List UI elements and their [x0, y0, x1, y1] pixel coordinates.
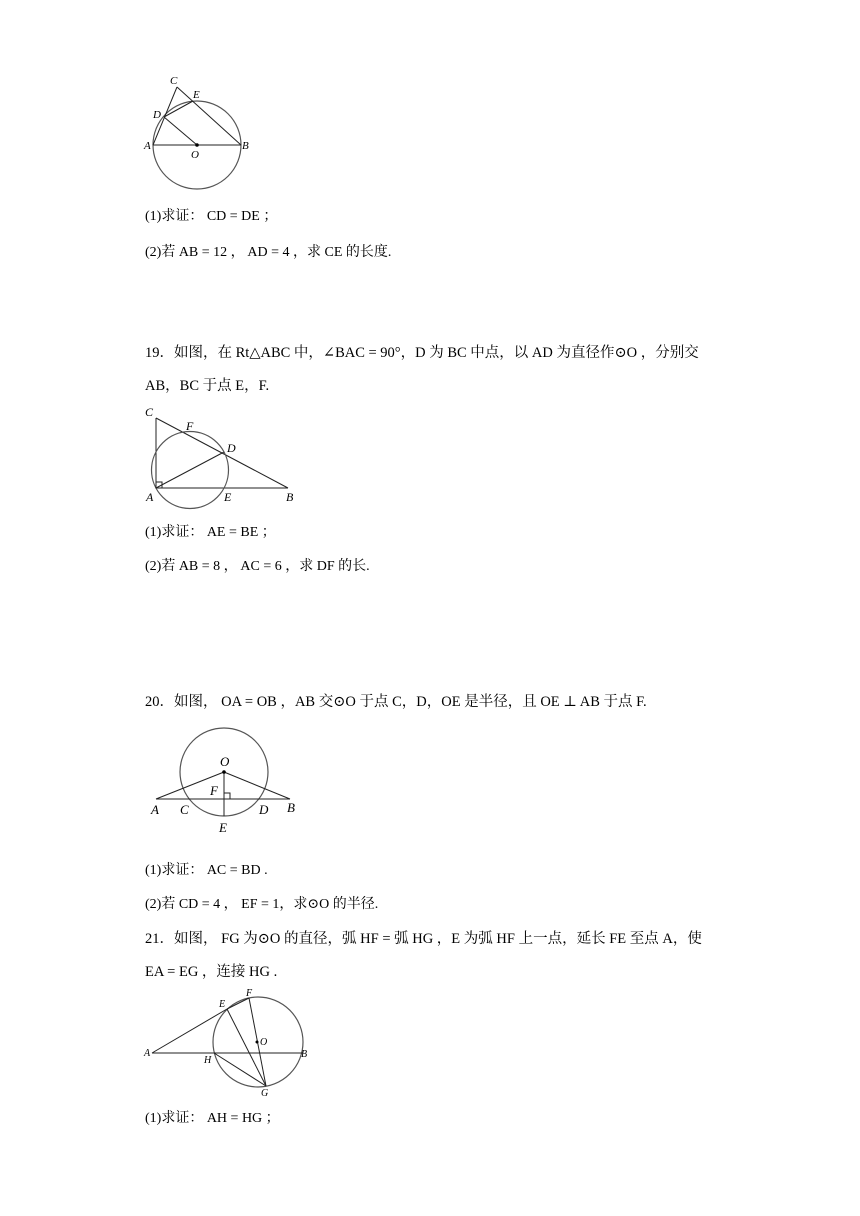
label-f: F: [246, 988, 253, 999]
right-angle-mark: [224, 793, 230, 799]
figure-20: [140, 720, 310, 840]
label-b: B: [301, 1049, 308, 1060]
figure-21: [140, 988, 320, 1099]
label-f: F: [210, 783, 218, 798]
figure-18: [140, 70, 270, 195]
center-o-dot: [195, 143, 199, 147]
center-o-dot: [222, 770, 226, 774]
p20-question-2: (2)若 CD = 4 ， EF = 1，求⊙O 的半径.: [145, 897, 379, 912]
center-o-dot: [256, 1041, 259, 1044]
p21-stem-line-1: 21．如图， FG 为⊙O 的直径，弧 HF = 弧 HG ，E 为弧 HF 上一点，延长 FE 至点 A，使: [145, 931, 702, 947]
label-b: B: [287, 800, 295, 815]
label-d: D: [153, 109, 161, 121]
label-f: F: [186, 419, 194, 433]
label-d: D: [259, 802, 269, 817]
p18-question-2: (2)若 AB = 12 ， AD = 4 ，求 CE 的长度.: [145, 245, 392, 260]
figure-19: [140, 400, 305, 505]
segment-ob: [224, 772, 290, 799]
p21-question-1: (1)求证： AH = HG ；: [145, 1111, 280, 1126]
label-g: G: [261, 1088, 269, 1099]
label-h: H: [204, 1055, 212, 1066]
segment-ef: [227, 998, 249, 1009]
label-a: A: [144, 140, 151, 152]
p20-stem: 20．如图， OA = OB ，AB 交⊙O 于点 C，D，OE 是半径，且 OE ⊥ AB 于点 F.: [145, 694, 647, 710]
label-e: E: [193, 89, 200, 101]
label-c: C: [170, 75, 178, 87]
segment-ae: [152, 1009, 227, 1053]
label-o: O: [260, 1037, 268, 1048]
p18-question-1: (1)求证： CD = DE ；: [145, 209, 278, 224]
label-o: O: [191, 149, 199, 161]
label-e: E: [219, 820, 227, 835]
label-c: C: [145, 405, 154, 419]
p20-question-1: (1)求证： AC = BD .: [145, 863, 268, 878]
label-b: B: [242, 140, 249, 152]
label-o: O: [220, 754, 230, 769]
p19-question-2: (2)若 AB = 8 ， AC = 6 ，求 DF 的长.: [145, 559, 370, 574]
label-a: A: [146, 490, 154, 504]
p19-stem-line-2: AB，BC 于点 E，F.: [145, 378, 270, 394]
label-e: E: [219, 999, 226, 1010]
segment-ad: [156, 452, 224, 488]
label-b: B: [286, 490, 294, 504]
label-c: C: [180, 802, 189, 817]
label-a: A: [144, 1048, 151, 1059]
p19-question-1: (1)求证： AE = BE ；: [145, 525, 276, 540]
segment-do: [164, 117, 197, 145]
label-e: E: [224, 490, 232, 504]
label-d: D: [227, 441, 236, 455]
p19-stem-line-1: 19．如图，在 Rt△ABC 中，∠BAC = 90°，D 为 BC 中点，以 AD 为直径作⊙O ，分别交: [145, 345, 699, 361]
label-a: A: [151, 802, 159, 817]
p21-stem-line-2: EA = EG ，连接 HG .: [145, 964, 278, 980]
